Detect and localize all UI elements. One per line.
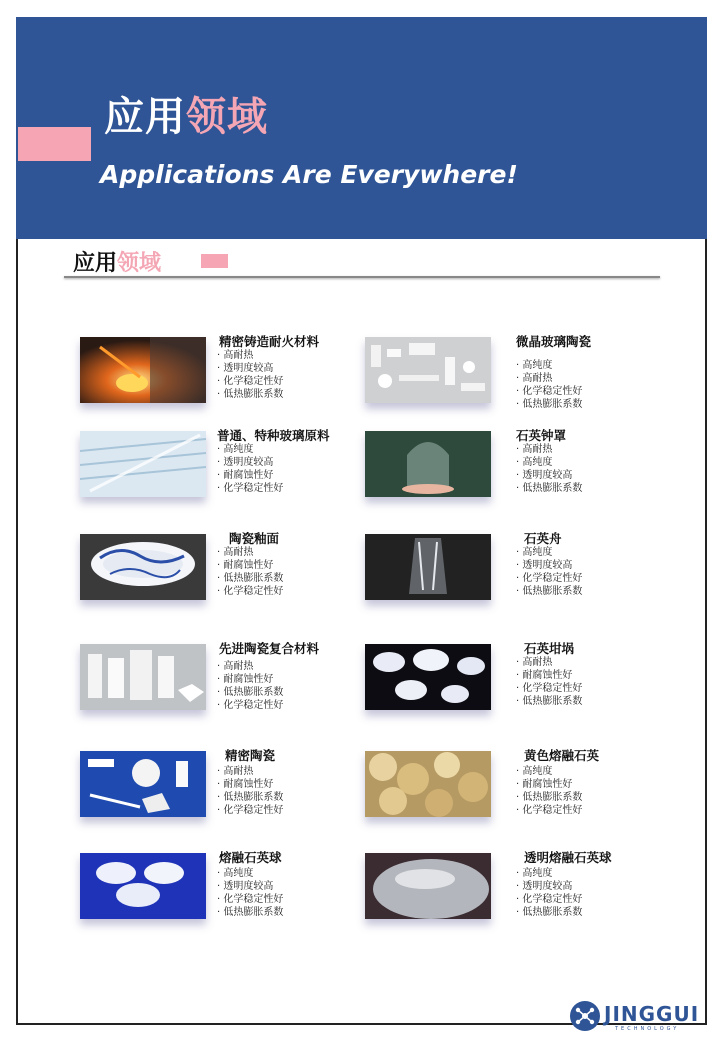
item-prop: · 高耐热 [217,765,283,778]
section-title-plain: 应用 [73,251,118,276]
item-prop: · 化学稳定性好 [217,482,283,495]
item-prop: · 低热膨胀系数 [217,388,283,401]
quartz-boat-image [365,534,491,600]
item-props [516,765,582,817]
item-prop: · 耐腐蚀性好 [217,673,283,686]
item-prop: · 低热膨胀系数 [217,906,283,919]
item-title: 熔融石英球 [219,850,282,865]
quartz-crucible-image [365,644,491,710]
item-prop: · 低热膨胀系数 [516,482,582,495]
fused-quartz-ball-image [80,853,206,919]
item-title: 石英舟 [524,531,562,546]
application-item [365,428,655,521]
section-divider [64,276,660,278]
item-title: 先进陶瓷复合材料 [219,641,320,656]
ceramic-composite-image [80,644,206,710]
item-prop: · 高纯度 [516,359,582,372]
item-title: 石英钟罩 [516,428,567,443]
item-props [217,765,283,817]
item-prop: · 高耐热 [516,372,582,385]
item-prop: · 耐腐蚀性好 [516,778,582,791]
banner-accent-bar [18,127,91,161]
glass-sheets-image [80,431,206,497]
item-prop: · 化学稳定性好 [217,585,283,598]
item-title: 黄色熔融石英 [524,748,600,763]
section-title [73,246,161,277]
item-prop: · 耐腐蚀性好 [217,778,283,791]
application-item [365,641,655,734]
item-title: 微晶玻璃陶瓷 [516,334,592,349]
item-title: 陶瓷釉面 [229,531,280,546]
banner-title-highlight: 领域 [186,94,268,140]
item-prop: · 化学稳定性好 [516,572,582,585]
item-prop: · 耐腐蚀性好 [217,559,283,572]
item-props [516,867,582,919]
item-prop: · 化学稳定性好 [516,804,582,817]
item-title: 精密铸造耐火材料 [219,334,320,349]
glass-ceramic-parts-image [365,337,491,403]
item-prop: · 高耐热 [217,349,283,362]
item-prop: · 高耐热 [516,443,582,456]
item-props [217,443,283,495]
item-prop: · 耐腐蚀性好 [217,469,283,482]
item-prop: · 低热膨胀系数 [516,585,582,598]
item-prop: · 高纯度 [516,867,582,880]
item-props [217,349,283,401]
item-prop: · 高纯度 [217,867,283,880]
logo-name: JINGGUI [604,1002,700,1026]
item-title: 精密陶瓷 [225,748,276,763]
item-prop: · 化学稳定性好 [217,893,283,906]
item-prop: · 透明度较高 [516,880,582,893]
item-prop: · 低热膨胀系数 [217,686,283,699]
item-props [217,660,283,712]
item-prop: · 低热膨胀系数 [516,695,582,708]
item-title: 普通、特种玻璃原料 [217,428,330,443]
banner-title-plain: 应用 [104,94,186,140]
item-prop: · 低热膨胀系数 [516,906,582,919]
application-item [80,850,370,943]
item-props [217,867,283,919]
application-item [80,334,370,427]
casting-image [80,337,206,403]
application-item [365,334,655,427]
application-item [80,748,370,841]
item-prop: · 高纯度 [516,546,582,559]
item-prop: · 透明度较高 [516,559,582,572]
item-prop: · 化学稳定性好 [516,893,582,906]
item-prop: · 耐腐蚀性好 [516,669,582,682]
item-prop: · 化学稳定性好 [217,375,283,388]
item-prop: · 低热膨胀系数 [516,791,582,804]
molecule-logo-icon [569,1000,601,1032]
item-prop: · 透明度较高 [217,880,283,893]
banner-title [104,85,268,142]
item-title: 石英坩埚 [524,641,575,656]
transparent-quartz-ball-image [365,853,491,919]
item-props [516,656,582,708]
item-prop: · 高耐热 [217,546,283,559]
application-item [80,531,370,624]
application-item [80,428,370,521]
item-prop: · 化学稳定性好 [516,682,582,695]
item-props [516,359,582,411]
item-props [516,443,582,495]
item-prop: · 高纯度 [516,456,582,469]
item-prop: · 高纯度 [217,443,283,456]
item-prop: · 化学稳定性好 [217,699,283,712]
company-logo [569,1000,700,1036]
application-item [365,850,655,943]
yellow-fused-quartz-image [365,751,491,817]
application-item [80,641,370,734]
item-prop: · 高纯度 [516,765,582,778]
banner-subtitle: Applications Are Everywhere! [100,160,518,189]
ceramic-bowl-image [80,534,206,600]
item-prop: · 透明度较高 [217,362,283,375]
item-prop: · 透明度较高 [217,456,283,469]
item-props [217,546,283,598]
item-title: 透明熔融石英球 [524,850,612,865]
item-prop: · 低热膨胀系数 [217,791,283,804]
section-title-highlight: 领域 [117,251,162,276]
application-item [365,748,655,841]
quartz-bell-jar-image [365,431,491,497]
item-prop: · 透明度较高 [516,469,582,482]
item-prop: · 化学稳定性好 [217,804,283,817]
logo-tagline: TECHNOLOGY [615,1026,680,1032]
item-prop: · 高耐热 [516,656,582,669]
application-item [365,531,655,624]
item-prop: · 低热膨胀系数 [516,398,582,411]
precision-ceramics-image [80,751,206,817]
item-prop: · 低热膨胀系数 [217,572,283,585]
item-props [516,546,582,598]
section-accent-mark [201,254,228,268]
item-prop: · 化学稳定性好 [516,385,582,398]
item-prop: · 高耐热 [217,660,283,673]
